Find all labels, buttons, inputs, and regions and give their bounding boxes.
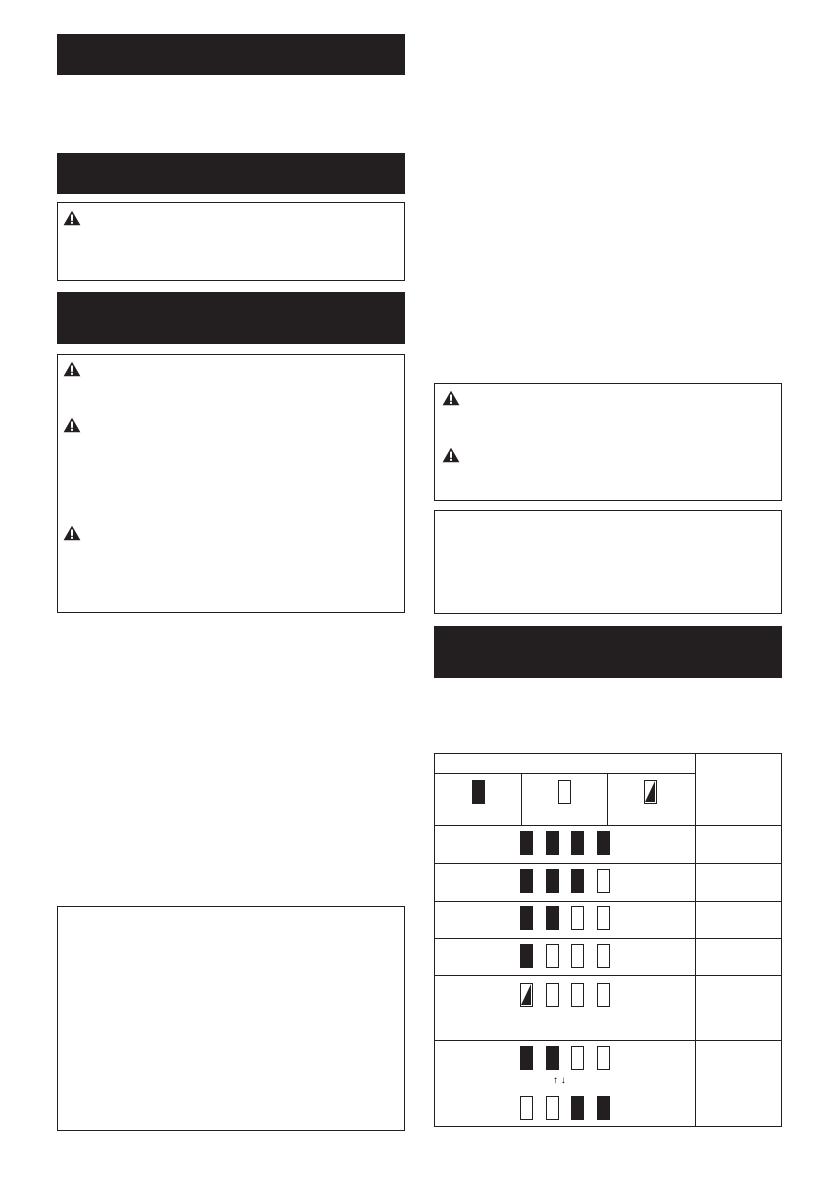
warning-triangle-icon xyxy=(63,525,81,541)
lit-lamp xyxy=(520,1046,533,1070)
warning-triangle-icon xyxy=(63,361,81,377)
warning-triangle-icon xyxy=(442,447,460,463)
table-row-line xyxy=(435,863,781,864)
lit-lamp xyxy=(520,869,533,893)
table-row-line xyxy=(435,938,781,939)
section-heading-bar-4 xyxy=(434,626,782,678)
blinking-lamp xyxy=(520,983,533,1007)
lit-lamp xyxy=(546,869,559,893)
off-lamp xyxy=(571,944,584,968)
lit-lamp xyxy=(597,1096,610,1120)
table-row-line xyxy=(435,975,781,976)
warning-triangle-icon xyxy=(442,390,460,406)
warning-box-3 xyxy=(434,383,782,501)
note-box-left xyxy=(57,906,405,1131)
battery-indicator-table xyxy=(434,753,782,1127)
lit-lamp xyxy=(546,1046,559,1070)
table-header-divider xyxy=(521,773,522,825)
off-lamp xyxy=(597,983,610,1007)
off-lamp xyxy=(597,1046,610,1070)
off-lamp xyxy=(571,1046,584,1070)
off-lamp xyxy=(571,906,584,930)
lit-lamp xyxy=(520,831,533,855)
lit-lamp xyxy=(546,831,559,855)
off-lamp xyxy=(546,1096,559,1120)
alternating-arrows: ↑ ↓ xyxy=(553,1075,566,1086)
off-lamp xyxy=(571,983,584,1007)
warning-box-2 xyxy=(57,354,405,613)
off-lamp xyxy=(597,944,610,968)
table-header-divider xyxy=(607,773,608,825)
off-lamp xyxy=(597,906,610,930)
lit-lamp xyxy=(571,1096,584,1120)
table-row-line xyxy=(435,1040,781,1041)
section-heading-bar-2 xyxy=(57,153,405,194)
off-lamp-icon xyxy=(558,780,571,804)
lit-lamp xyxy=(520,944,533,968)
lit-lamp xyxy=(520,906,533,930)
warning-triangle-icon xyxy=(63,210,81,226)
lit-lamp xyxy=(546,906,559,930)
table-header-line xyxy=(435,773,695,774)
off-lamp xyxy=(546,983,559,1007)
warning-triangle-icon xyxy=(63,417,81,433)
table-column-divider xyxy=(695,754,696,1126)
blinking-lamp-icon xyxy=(644,780,657,804)
lit-lamp xyxy=(571,831,584,855)
section-heading-bar-1 xyxy=(57,34,405,75)
off-lamp xyxy=(546,944,559,968)
section-heading-bar-3 xyxy=(57,292,405,344)
table-row-line xyxy=(435,901,781,902)
note-box-right xyxy=(434,510,782,614)
table-row-line xyxy=(435,825,781,826)
lit-lamp xyxy=(597,831,610,855)
off-lamp xyxy=(520,1096,533,1120)
off-lamp xyxy=(597,869,610,893)
lit-lamp xyxy=(571,869,584,893)
warning-box-1 xyxy=(57,202,405,281)
lit-lamp-icon xyxy=(472,780,485,804)
